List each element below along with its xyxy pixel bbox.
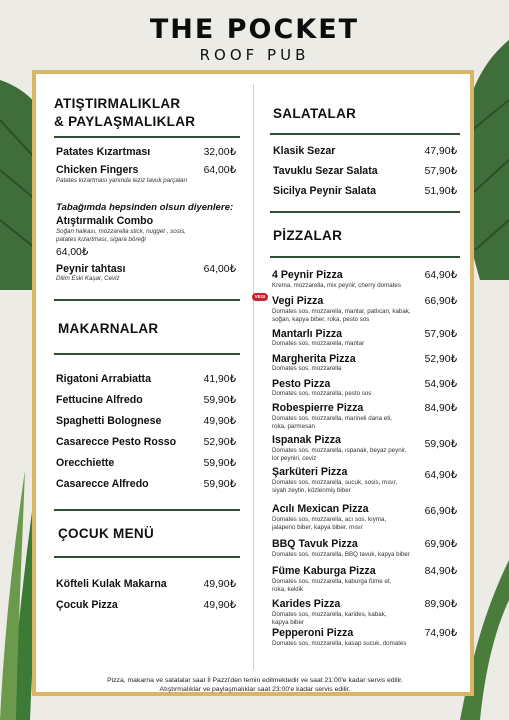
item-name: Spaghetti Bolognese <box>56 415 162 427</box>
item-name: Sicilya Peynir Salata <box>273 185 377 197</box>
column-divider <box>253 84 254 670</box>
item-name: Chicken Fingers <box>56 164 139 176</box>
item-price: 64,00₺ <box>56 247 89 258</box>
item-price: 54,90₺ <box>424 379 457 390</box>
item-name: Şarküteri Pizza <box>272 466 348 478</box>
item-name: Robespierre Pizza <box>272 402 364 414</box>
item-price: 64,00₺ <box>203 264 236 275</box>
item-price: 84,90₺ <box>424 403 457 414</box>
brand-subtitle: ROOF PUB <box>199 46 310 64</box>
item-name: Orecchiette <box>56 457 115 469</box>
item-name: Patates Kızartması <box>56 146 151 158</box>
item-description: Domates sos, mozzarella <box>272 365 342 372</box>
kids-section-title: ÇOCUK MENÜ <box>58 526 154 541</box>
item-description: roka, parmesan <box>272 422 315 430</box>
pizzas-section-title: PİZZALAR <box>273 228 343 243</box>
item-price: 84,90₺ <box>424 566 457 577</box>
item-price: 52,90₺ <box>424 354 457 365</box>
item-description: Soğan halkası, mozzarella stick, nugget , sosis, <box>56 228 187 235</box>
item-price: 57,90₺ <box>424 166 457 177</box>
item-price: 66,90₺ <box>424 296 457 307</box>
pasta-section-title: MAKARNALAR <box>58 321 159 336</box>
item-description: Dilim Eski Kaşar, Ceviz <box>56 275 120 282</box>
item-description: Domates sos, mozzarella, acı sos, kıyma, <box>272 516 387 523</box>
item-name: Casarecce Pesto Rosso <box>56 436 177 448</box>
item-price: 64,90₺ <box>424 470 457 481</box>
item-price: 59,90₺ <box>203 479 236 490</box>
item-name: Vegi Pizza <box>272 295 324 307</box>
footer-note-line1: Pizza, makarna ve salatalar saat İl Pazzi'den temin edilmektedir ve saat 21:00'e kadar servis edilir. <box>107 677 403 684</box>
section-rule <box>54 353 240 355</box>
item-description: kapya biber <box>272 618 304 626</box>
item-description: Krema, mozzarella, mix peynir, cherry domates <box>272 282 401 289</box>
item-description: Domates sos, mozzarella, mantar <box>272 340 365 347</box>
item-name: Rigatoni Arrabiatta <box>56 373 151 385</box>
section-rule <box>54 509 240 511</box>
item-name: Pesto Pizza <box>272 378 331 390</box>
item-description: jalapeno biber, kapya biber, mısır <box>272 523 363 531</box>
item-price: 66,90₺ <box>424 506 457 517</box>
item-name: Margherita Pizza <box>272 353 356 365</box>
item-description: Domates sos, mozzarella, pesto sos <box>272 390 372 397</box>
item-name: Fettucine Alfredo <box>56 394 143 406</box>
item-name: Çocuk Pizza <box>56 599 118 611</box>
section-rule <box>54 136 240 138</box>
item-name: Ispanak Pizza <box>272 434 341 446</box>
item-description: siyah zeytin, közlenmiş biber <box>272 486 351 494</box>
item-name: Tavuklu Sezar Salata <box>273 165 378 177</box>
section-rule <box>270 256 460 258</box>
brand-title: THE POCKET <box>149 14 360 45</box>
item-name: Pepperoni Pizza <box>272 627 354 639</box>
item-price: 74,90₺ <box>424 628 457 639</box>
item-description: Domates sos, mozzarella, BBQ tavuk, kapya biber <box>272 551 410 558</box>
snacks-section-title-line1: ATIŞTIRMALIKLAR <box>54 96 181 111</box>
combo-note: Tabağımda hepsinden olsun diyenlere: <box>56 202 234 213</box>
section-rule <box>54 299 240 301</box>
item-price: 64,00₺ <box>203 165 236 176</box>
footer-note-line2: Atıştırmalıklar ve paylaşmalıklar saat 23:00'e kadar servis edilir. <box>159 686 351 693</box>
item-description: Domates sos, mozzarella, ıspanak, beyaz peynir, <box>272 447 407 454</box>
item-name: Mantarlı Pizza <box>272 328 343 340</box>
item-name: Peynir tahtası <box>56 263 126 275</box>
section-rule <box>54 556 240 558</box>
item-price: 57,90₺ <box>424 329 457 340</box>
snacks-section-title-line2: & PAYLAŞMALIKLAR <box>54 114 196 129</box>
item-description: Domates sos, mozzarella, karides, kabak, <box>272 611 387 618</box>
item-description: roka, keklik <box>272 585 303 593</box>
item-description: Domates sos, mozzarella, sucuk, sosis, mısır, <box>272 479 398 486</box>
item-name: Casarecce Alfredo <box>56 478 149 490</box>
item-price: 69,90₺ <box>424 539 457 550</box>
vegi-badge: VEGI <box>252 293 268 301</box>
section-rule <box>270 133 460 135</box>
item-price: 47,90₺ <box>424 146 457 157</box>
item-description: Patates kızartması yanında leziz tavuk parçaları <box>56 177 188 184</box>
item-description: Domates sos, mozzarella, marineli dana eti, <box>272 415 393 422</box>
item-description: Domates sos, mozzarella, mantar, patlıcan, kabak, <box>272 308 411 315</box>
item-price: 49,90₺ <box>203 579 236 590</box>
item-price: 64,90₺ <box>424 270 457 281</box>
item-price: 41,90₺ <box>203 374 236 385</box>
item-name: 4 Peynir Pizza <box>272 269 343 281</box>
item-name: BBQ Tavuk Pizza <box>272 538 358 550</box>
item-description: Domates sos, mozzarella, kaburga füme et, <box>272 578 392 585</box>
item-price: 51,90₺ <box>424 186 457 197</box>
item-price: 32,00₺ <box>203 147 236 158</box>
item-name: Klasik Sezar <box>273 145 336 157</box>
item-price: 59,90₺ <box>203 395 236 406</box>
item-price: 89,90₺ <box>424 599 457 610</box>
item-name: Atıştırmalık Combo <box>56 215 154 227</box>
item-price: 49,90₺ <box>203 416 236 427</box>
section-rule <box>270 211 460 213</box>
item-description: patates kızartması, sigara böreği <box>56 235 146 243</box>
salads-section-title: SALATALAR <box>273 106 357 121</box>
item-description: soğan, kapya biber, roka, pesto sos <box>272 315 370 323</box>
item-price: 59,90₺ <box>203 458 236 469</box>
item-name: Köfteli Kulak Makarna <box>56 578 167 590</box>
item-name: Füme Kaburga Pizza <box>272 565 376 577</box>
item-description: lor peyniri, ceviz <box>272 454 317 462</box>
item-price: 52,90₺ <box>203 437 236 448</box>
item-name: Acılı Mexican Pizza <box>272 503 369 515</box>
item-name: Karides Pizza <box>272 598 341 610</box>
item-description: Domates sos, mozzarella, kasap sucuk, domates <box>272 640 407 647</box>
item-price: 49,90₺ <box>203 600 236 611</box>
item-price: 59,90₺ <box>424 439 457 450</box>
